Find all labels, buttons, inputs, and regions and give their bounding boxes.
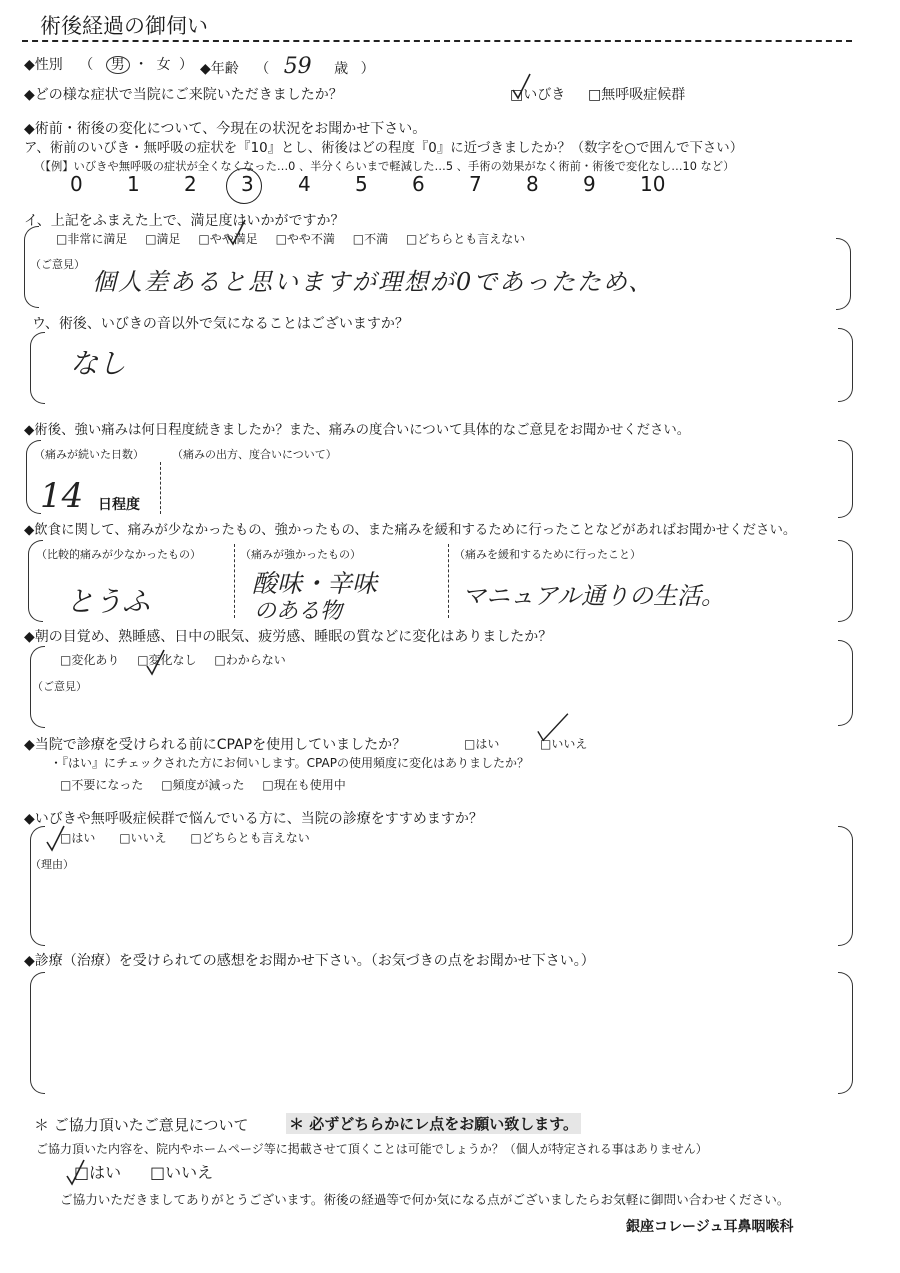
checkbox-icon <box>119 831 130 845</box>
check-mark-icon <box>44 824 66 854</box>
consent-question: ご協力頂いた内容を、院内やホームページ等に掲載させて頂くことは可能でしょうか？（個人が特定される事はありません） <box>36 1142 708 1156</box>
change-question: ア、術前のいびき・無呼吸の症状を『10』とし、術後はどの程度『0』に近づきましたか？（数字を○で囲んで下さい） <box>24 141 744 156</box>
option-label: いいえ <box>130 831 167 845</box>
food-low-label: （比較的痛みが少なかったもの） <box>36 548 201 561</box>
consent-required-note: ＊ 必ずどちらかにレ点をお願い致します。 <box>286 1113 581 1134</box>
option-label: いいえ <box>165 1163 214 1182</box>
satisfaction-option[interactable] <box>406 232 525 246</box>
food-relief-answer[interactable]: マニュアル通りの生活。 <box>462 582 726 610</box>
checkbox-icon <box>150 1163 165 1182</box>
satisfaction-option[interactable] <box>145 232 180 246</box>
cpap-option-yes[interactable] <box>464 735 499 752</box>
age-open: （ <box>255 61 270 77</box>
recommend-bracket-right <box>838 826 853 946</box>
option-label: 頻度が減った <box>172 778 245 792</box>
option-label: わからない <box>225 653 286 667</box>
scale-4[interactable]: 4 <box>298 172 311 196</box>
option-label: やや満足 <box>209 232 258 246</box>
other-answer[interactable]: なし <box>70 347 127 380</box>
other-bracket-right <box>838 328 853 402</box>
option-label: はい <box>71 831 96 845</box>
option-label: 変化なし <box>148 653 197 667</box>
check-mark-icon <box>225 218 247 248</box>
sleep-comment-label: （ご意見） <box>32 680 87 693</box>
scale-10[interactable]: 10 <box>640 172 666 196</box>
gender-dot: ・ <box>134 57 149 73</box>
satisfaction-bracket-right <box>836 238 851 310</box>
option-label: はい <box>475 737 500 751</box>
checkbox-icon <box>190 831 201 845</box>
pain-detail-label: （痛みの出方、度合いについて） <box>172 448 337 461</box>
pain-bracket-right <box>838 440 853 518</box>
scale-2[interactable]: 2 <box>184 172 197 196</box>
checkbox-icon <box>56 232 67 246</box>
satisfaction-question: イ、上記をふまえた上で、満足度はいかがですか？ <box>24 213 345 229</box>
scale-6[interactable]: 6 <box>412 172 425 196</box>
other-bracket-left <box>30 332 45 404</box>
cpap-sub-options <box>60 776 346 793</box>
check-mark-icon <box>532 712 572 742</box>
checkbox-icon <box>276 232 287 246</box>
page-title: 術後経過の御伺い <box>40 14 208 38</box>
other-question: ウ、術後、いびきの音以外で気になることはございますか？ <box>32 316 409 332</box>
checkbox-icon <box>161 778 172 792</box>
recommend-options <box>60 829 310 846</box>
sleep-option[interactable] <box>60 653 119 667</box>
scale-0[interactable]: 0 <box>70 172 83 196</box>
food-low-answer[interactable]: とうふ <box>66 585 151 618</box>
sleep-options <box>60 651 286 668</box>
cpap-question: ◆当院で診療を受けられる前にCPAPを使用していましたか？ <box>24 737 407 753</box>
symptom-option-apnea[interactable] <box>588 84 685 104</box>
satisfaction-option[interactable] <box>353 232 388 246</box>
sleep-option[interactable] <box>214 653 285 667</box>
option-label: いびき <box>523 87 566 103</box>
scale-1[interactable]: 1 <box>127 172 140 196</box>
change-title: ◆術前・術後の変化について、今現在の状況をお聞かせ下さい。 <box>24 121 427 137</box>
satisfaction-option[interactable] <box>276 232 335 246</box>
sleep-bracket-right <box>838 640 853 726</box>
option-label: 非常に満足 <box>67 232 128 246</box>
gender-female[interactable]: 女 <box>156 57 171 73</box>
option-label: どちらとも言えない <box>201 831 310 845</box>
food-divider-1 <box>234 544 235 618</box>
title-underline <box>22 40 852 42</box>
pain-days-unit: 日程度 <box>98 497 140 513</box>
food-question: ◆飲食に関して、痛みが少なかったもの、強かったもの、また痛みを緩和するために行ったことなどがあればお聞かせください。 <box>24 523 797 538</box>
checkbox-icon <box>145 232 156 246</box>
pain-question: ◆術後、強い痛みは何日程度続きましたか？また、痛みの度合いについて具体的なご意見をお聞かせください。 <box>24 423 691 438</box>
impression-bracket-left <box>30 972 45 1094</box>
gender-close: ） <box>179 57 194 73</box>
food-high-answer-1[interactable]: 酸味・辛味 <box>252 569 378 598</box>
gender-row <box>24 54 193 74</box>
recommend-question: ◆いびきや無呼吸症候群で悩んでいる方に、当院の診療をすすめますか？ <box>24 811 483 827</box>
age-label: ◆年齢 <box>200 61 239 77</box>
gender-open: （ <box>79 57 94 73</box>
thanks-message: ご協力いただきましてありがとうございます。術後の経過等で何か気になる点がございましたらお気軽に御問い合わせください。 <box>60 1192 790 1207</box>
scale-9[interactable]: 9 <box>583 172 596 196</box>
cpap-sub-option[interactable] <box>161 778 244 792</box>
checkbox-icon <box>60 653 71 667</box>
satisfaction-comment-label: （ご意見） <box>30 258 85 271</box>
checkbox-icon <box>588 87 601 103</box>
option-label: はい <box>89 1163 122 1182</box>
checkbox-icon <box>353 232 364 246</box>
scale-8[interactable]: 8 <box>526 172 539 196</box>
scale-3[interactable]: 3 <box>241 172 254 196</box>
recommend-reason-label: （理由） <box>30 858 74 871</box>
check-mark-icon <box>144 648 166 678</box>
food-divider-2 <box>448 544 449 618</box>
option-label: どちらとも言えない <box>417 232 526 246</box>
checkbox-icon <box>262 778 273 792</box>
sleep-question: ◆朝の目覚め、熟睡感、日中の眠気、疲労感、睡眠の質などに変化はありましたか？ <box>24 629 553 645</box>
option-label: 不満 <box>364 232 389 246</box>
checkbox-icon <box>406 232 417 246</box>
recommend-option[interactable] <box>119 831 166 845</box>
consent-heading: ＊ ご協力頂いたご意見について <box>34 1116 249 1134</box>
gender-label: ◆性別 <box>24 57 63 73</box>
clinic-name: 銀座コレージュ耳鼻咽喉科 <box>626 1219 794 1235</box>
option-label: 変化あり <box>71 653 120 667</box>
change-example: （【例】いびきや無呼吸の症状が全くなくなった…0 、半分くらいまで軽減した…5 、手術の効果がなく術前・術後で変化なし…10 など） <box>34 160 735 173</box>
cpap-sub-option[interactable] <box>262 778 345 792</box>
scale-7[interactable]: 7 <box>469 172 482 196</box>
consent-option-no[interactable] <box>150 1160 213 1183</box>
check-mark-icon <box>510 72 532 102</box>
food-bracket-right <box>838 540 853 622</box>
satisfaction-options <box>56 230 525 247</box>
checkbox-icon <box>464 737 475 751</box>
satisfaction-comment[interactable]: 個人差あると思いますが理想が0であったため、 <box>92 268 655 296</box>
checkbox-icon <box>198 232 209 246</box>
recommend-option[interactable] <box>190 831 309 845</box>
option-label: 無呼吸症候群 <box>601 87 686 103</box>
check-mark-icon <box>64 1158 86 1188</box>
scale-selection-circle <box>226 168 262 204</box>
impression-question: ◆診療（治療）を受けられての感想をお聞かせ下さい。（お気づきの点をお聞かせ下さい。） <box>24 953 595 969</box>
age-close: ） <box>360 61 375 77</box>
pain-days-value[interactable]: 14 <box>40 476 84 516</box>
option-label: いいえ <box>551 737 588 751</box>
change-scale <box>70 172 697 196</box>
option-label: 不要になった <box>71 778 144 792</box>
cpap-sub-question: ・『はい』にチェックされた方にお伺いします。CPAPの使用頻度に変化はありましたか？ <box>50 756 529 770</box>
food-relief-label: （痛みを緩和するために行ったこと） <box>454 548 641 561</box>
checkbox-icon <box>214 653 225 667</box>
cpap-sub-option[interactable] <box>60 778 143 792</box>
food-high-label: （痛みが強かったもの） <box>240 548 361 561</box>
option-label: やや不満 <box>286 232 335 246</box>
option-label: 満足 <box>156 232 181 246</box>
recommend-bracket-left <box>30 826 45 946</box>
checkbox-icon <box>60 778 71 792</box>
symptom-question: ◆どの様な症状で当院にご来院いただきましたか？ <box>24 87 343 103</box>
food-high-answer-2[interactable]: のある物 <box>254 599 343 624</box>
scale-5[interactable]: 5 <box>355 172 368 196</box>
pain-divider <box>160 462 161 514</box>
pain-days-label: （痛みが続いた日数） <box>34 448 144 461</box>
gender-male[interactable]: 男 <box>106 56 130 74</box>
option-label: 現在も使用中 <box>273 778 346 792</box>
age-value[interactable]: 59 <box>283 54 312 79</box>
impression-bracket-right <box>838 972 853 1094</box>
age-row <box>200 54 375 79</box>
satisfaction-option[interactable] <box>56 232 127 246</box>
age-unit: 歳 <box>334 61 349 77</box>
